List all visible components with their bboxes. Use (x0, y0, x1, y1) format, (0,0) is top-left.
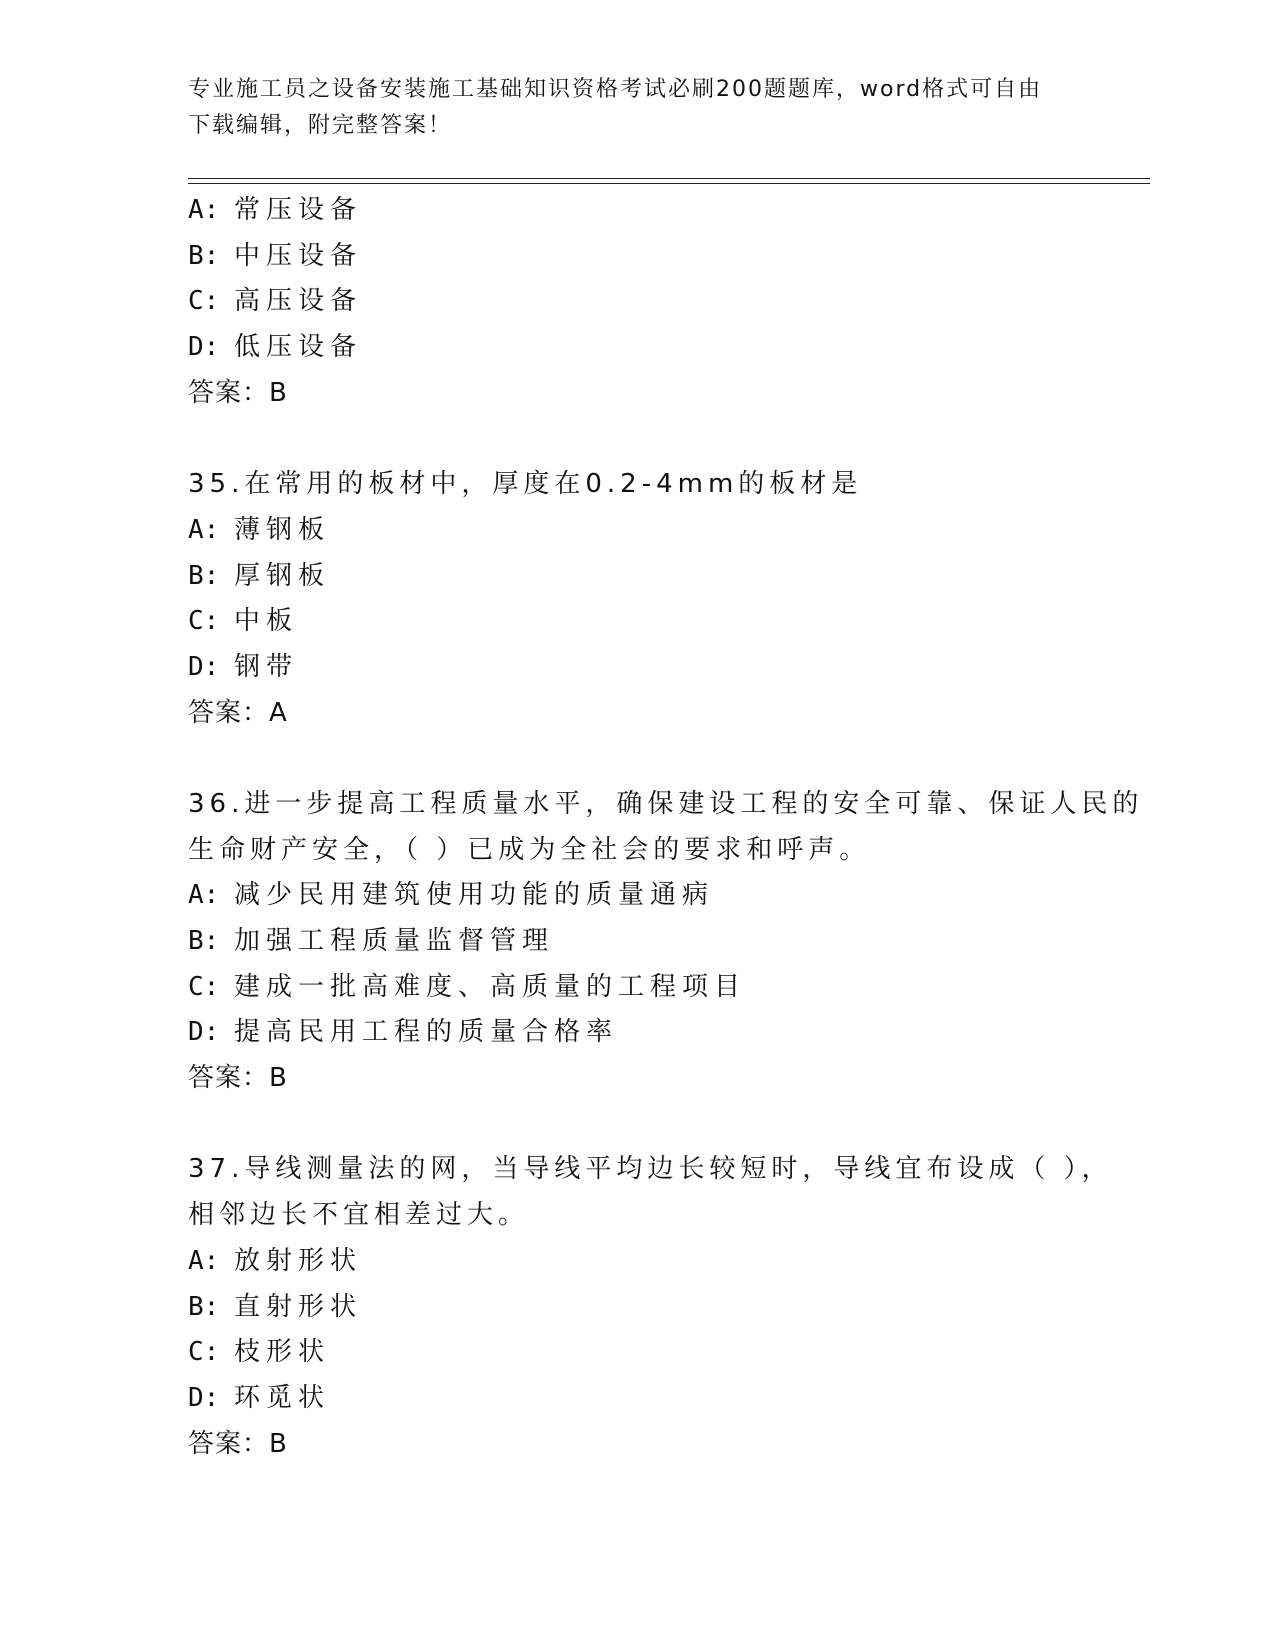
option-text: 薄钢板 (234, 514, 331, 545)
option-text: 中压设备 (234, 240, 363, 271)
option-b (188, 234, 1150, 280)
option-b (188, 1285, 1150, 1331)
header-line-2: 下载编辑，附完整答案！ (188, 113, 453, 138)
option-c (188, 965, 1150, 1011)
answer-line: 答案：B (188, 1063, 288, 1094)
option-letter: A: (188, 880, 220, 911)
question-35 (188, 462, 1150, 736)
option-letter: C: (188, 1337, 220, 1368)
option-a (188, 508, 1150, 554)
question-list (188, 188, 1150, 1467)
option-text: 环觅状 (234, 1382, 331, 1413)
option-d (188, 325, 1150, 371)
option-a (188, 188, 1150, 234)
question-stem-continued: 相邻边长不宜相差过大。 (188, 1200, 530, 1231)
option-text: 低压设备 (234, 332, 363, 363)
option-d (188, 645, 1150, 691)
answer-line: 答案：B (188, 1428, 288, 1459)
option-text: 常压设备 (234, 195, 363, 225)
option-letter: D: (188, 1382, 220, 1413)
answer-line: 答案：B (188, 377, 288, 408)
question-stem: 36.进一步提高工程质量水平，确保建设工程的安全可靠、保证人民的 (188, 788, 1144, 819)
option-letter: C: (188, 606, 220, 637)
option-text: 钢带 (234, 651, 299, 682)
option-b (188, 919, 1150, 965)
option-c (188, 599, 1150, 645)
option-c (188, 279, 1150, 325)
spacer (188, 416, 1150, 462)
option-letter: B: (188, 240, 220, 271)
option-letter: B: (188, 560, 220, 591)
option-text: 高压设备 (234, 286, 363, 317)
option-letter: D: (188, 1017, 220, 1048)
option-a (188, 873, 1150, 919)
spacer (188, 1102, 1150, 1148)
option-text: 放射形状 (234, 1245, 363, 1276)
header-line-1: 专业施工员之设备安装施工基础知识资格考试必刷200题题库，word格式可自由 (188, 77, 1043, 102)
option-letter: A: (188, 514, 220, 545)
header-divider-top (188, 178, 1150, 179)
option-letter: C: (188, 971, 220, 1002)
option-text: 直射形状 (234, 1291, 363, 1322)
question-37 (188, 1147, 1150, 1467)
option-letter: B: (188, 926, 220, 956)
option-text: 减少民用建筑使用功能的质量通病 (234, 880, 715, 911)
option-text: 中板 (234, 606, 299, 637)
option-letter: D: (188, 332, 220, 363)
question-stem: 35.在常用的板材中，厚度在0.2-4mm的板材是 (188, 469, 863, 500)
option-text: 提高民用工程的质量合格率 (234, 1017, 619, 1048)
header-divider-bottom (188, 183, 1150, 184)
option-letter: C: (188, 286, 220, 317)
question-36 (188, 782, 1150, 1102)
option-d (188, 1010, 1150, 1056)
option-b (188, 554, 1150, 600)
option-d (188, 1376, 1150, 1422)
spacer (188, 736, 1150, 782)
question-stem-continued: 生命财产安全，（ ）已成为全社会的要求和呼声。 (188, 834, 871, 865)
option-text: 建成一批高难度、高质量的工程项目 (234, 971, 747, 1002)
option-text: 枝形状 (234, 1337, 331, 1368)
option-letter: D: (188, 651, 220, 682)
question-34 (188, 188, 1150, 416)
option-letter: A: (188, 195, 220, 225)
question-stem: 37.导线测量法的网，当导线平均边长较短时，导线宜布设成（ ）， (188, 1154, 1113, 1185)
option-letter: B: (188, 1291, 220, 1322)
option-a (188, 1239, 1150, 1285)
option-c (188, 1330, 1150, 1376)
option-letter: A: (188, 1245, 220, 1276)
option-text: 加强工程质量监督管理 (234, 926, 555, 956)
document-header (188, 72, 1088, 144)
option-text: 厚钢板 (234, 560, 331, 591)
answer-line: 答案：A (188, 697, 288, 728)
